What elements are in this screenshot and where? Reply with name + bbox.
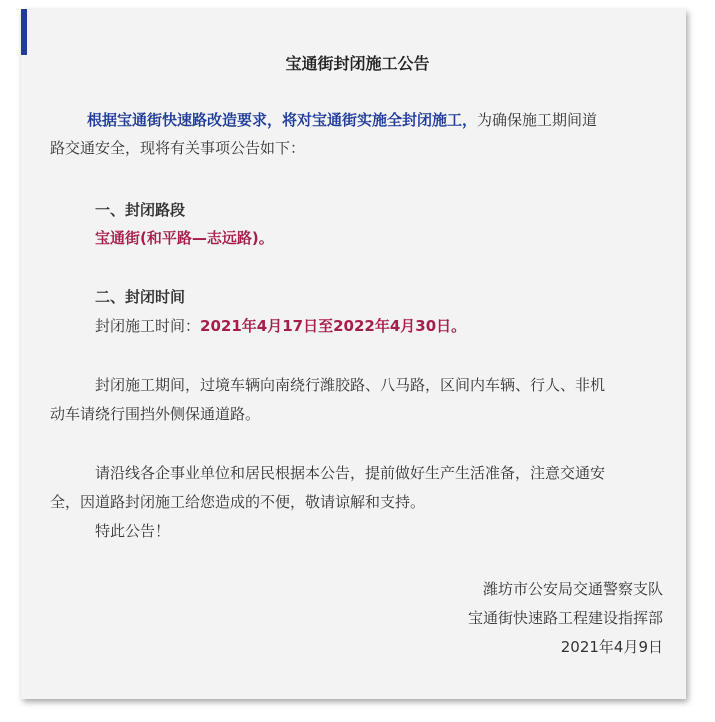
para4-line-1: 请沿线各企事业单位和居民根据本公告，提前做好生产生活准备，注意交通安 xyxy=(95,464,606,482)
section2-heading: 二、封闭时间 xyxy=(95,288,186,306)
para3-line-1: 封闭施工期间，过境车辆向南绕行潍胶路、八马路，区间内车辆、行人、非机 xyxy=(95,376,606,394)
para3-line-2: 动车请绕行围挡外侧保通道路。 xyxy=(50,405,261,423)
section2-period: 2021年4月17日至2022年4月30日。 xyxy=(200,317,467,335)
intro-line-2: 路交通安全，现将有关事项公告如下： xyxy=(50,139,306,157)
closing: 特此公告！ xyxy=(95,522,171,540)
signer-1: 潍坊市公安局交通警察支队 xyxy=(482,580,663,598)
intro-line-1 xyxy=(87,110,597,130)
intro-rest: 为确保施工期间道 xyxy=(477,111,598,129)
notice-date: 2021年4月9日 xyxy=(560,638,663,656)
signer-2: 宝通街快速路工程建设指挥部 xyxy=(467,609,663,627)
section2-line xyxy=(95,316,466,336)
notice-title: 宝通街封闭施工公告 xyxy=(285,54,430,73)
accent-bar xyxy=(21,9,27,55)
section1-heading: 一、封闭路段 xyxy=(95,201,186,219)
para4-line-2: 全，因道路封闭施工给您造成的不便，敬请谅解和支持。 xyxy=(50,493,426,511)
section2-label: 封闭施工时间： xyxy=(95,317,201,335)
intro-bold: 根据宝通街快速路改造要求，将对宝通街实施全封闭施工， xyxy=(87,111,478,129)
section1-road: 宝通街(和平路—志远路)。 xyxy=(95,229,274,247)
